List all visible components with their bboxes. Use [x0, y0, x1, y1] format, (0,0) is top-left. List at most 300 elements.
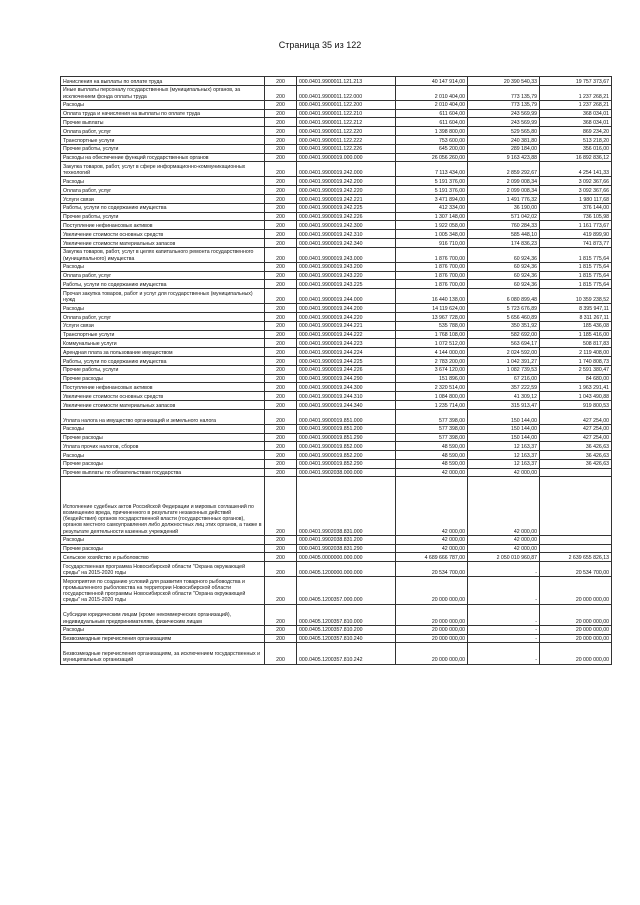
row-approved-cell: 40 147 914,00	[396, 77, 468, 86]
row-code-cell: 200	[265, 365, 297, 374]
row-remaining-cell: 36 426,63	[540, 451, 612, 460]
row-classification-cell: 000.0401.9900019.242.300	[297, 221, 396, 230]
row-code-cell: 200	[265, 109, 297, 118]
row-name-cell: Коммунальные услуги	[61, 339, 265, 348]
row-approved-cell: 1 876 700,00	[396, 280, 468, 289]
row-remaining-cell: 20 000 000,00	[540, 577, 612, 604]
row-approved-cell: 2 010 404,00	[396, 85, 468, 100]
row-executed-cell: -	[468, 643, 540, 664]
row-code-cell: 200	[265, 230, 297, 239]
row-name-cell: Исполнение судебных актов Российской Федерации и мировых соглашений по возмещению вреда, причиненного в результате незаконных действий (бездействия) органов государственной власти (государственных органов), органов местного самоуправления либо должностных лиц этих органов, а также в результате деятельности казенных учреждений	[61, 477, 265, 535]
row-executed-cell: 42 000,00	[468, 468, 540, 477]
row-code-cell: 200	[265, 153, 297, 162]
row-name-cell: Увеличение стоимости основных средств	[61, 392, 265, 401]
row-classification-cell: 000.0401.9900019.242.221	[297, 194, 396, 203]
row-name-cell: Иные выплаты персоналу государственных (муниципальных) органов, за исключением фонда оплаты труда	[61, 85, 265, 100]
row-approved-cell: 577 398,00	[396, 409, 468, 424]
budget-table-body	[61, 77, 612, 665]
row-name-cell: Уплата налога на имущество организаций и земельного налога	[61, 409, 265, 424]
row-approved-cell: 2 010 404,00	[396, 100, 468, 109]
row-code-cell: 200	[265, 247, 297, 262]
page-header: Страница 35 из 122	[278, 40, 362, 50]
row-approved-cell: 20 000 000,00	[396, 604, 468, 625]
row-name-cell: Транспортные услуги	[61, 330, 265, 339]
table-row	[61, 312, 612, 321]
table-row	[61, 127, 612, 136]
row-approved-cell: 577 398,00	[396, 424, 468, 433]
table-row	[61, 186, 612, 195]
row-code-cell: 200	[265, 100, 297, 109]
row-executed-cell: 6 080 899,48	[468, 289, 540, 304]
row-name-cell: Увеличение стоимости основных средств	[61, 230, 265, 239]
table-row	[61, 604, 612, 625]
row-classification-cell: 000.0401.9900019.244.000	[297, 289, 396, 304]
row-code-cell: 200	[265, 203, 297, 212]
row-remaining-cell: 1 815 775,64	[540, 271, 612, 280]
row-name-cell: Уплата прочих налогов, сборов	[61, 442, 265, 451]
row-remaining-cell: 8 395 947,11	[540, 304, 612, 313]
row-name-cell: Расходы на обеспечение функций государственных органов	[61, 153, 265, 162]
row-classification-cell: 000.0401.9900019.242.000	[297, 162, 396, 177]
row-name-cell: Расходы	[61, 100, 265, 109]
row-executed-cell: -	[468, 577, 540, 604]
row-approved-cell: 16 440 138,00	[396, 289, 468, 304]
table-row	[61, 577, 612, 604]
row-name-cell: Прочие расходы	[61, 433, 265, 442]
row-remaining-cell: 1 980 117,68	[540, 194, 612, 203]
row-approved-cell: 20 000 000,00	[396, 625, 468, 634]
row-name-cell: Прочие выплаты по обязательствам государства	[61, 468, 265, 477]
row-remaining-cell: 20 000 000,00	[540, 643, 612, 664]
row-code-cell: 200	[265, 262, 297, 271]
row-code-cell: 200	[265, 186, 297, 195]
row-approved-cell: 42 000,00	[396, 468, 468, 477]
row-executed-cell: 350 351,92	[468, 321, 540, 330]
table-row	[61, 153, 612, 162]
row-approved-cell: 26 056 260,00	[396, 153, 468, 162]
row-executed-cell: 9 163 423,88	[468, 153, 540, 162]
row-approved-cell: 3 471 894,00	[396, 194, 468, 203]
row-name-cell: Расходы	[61, 451, 265, 460]
row-name-cell: Сельское хозяйство и рыболовство	[61, 553, 265, 562]
row-name-cell: Прочие работы, услуги	[61, 365, 265, 374]
row-executed-cell: 2 024 592,00	[468, 348, 540, 357]
row-executed-cell: 2 099 008,34	[468, 186, 540, 195]
row-code-cell: 200	[265, 280, 297, 289]
row-classification-cell: 000.0401.9900019.244.222	[297, 330, 396, 339]
row-code-cell: 200	[265, 468, 297, 477]
row-classification-cell: 000.0401.9900019.243.225	[297, 280, 396, 289]
row-code-cell: 200	[265, 118, 297, 127]
row-remaining-cell: 513 218,20	[540, 135, 612, 144]
row-executed-cell: 174 836,23	[468, 238, 540, 247]
row-classification-cell: 000.0401.9900019.851.290	[297, 433, 396, 442]
row-classification-cell: 000.0401.9902038.831.000	[297, 477, 396, 535]
row-executed-cell: -	[468, 625, 540, 634]
row-executed-cell: 42 000,00	[468, 535, 540, 544]
budget-table	[60, 76, 612, 665]
row-approved-cell: 13 967 728,00	[396, 312, 468, 321]
row-remaining-cell: 736 105,98	[540, 212, 612, 221]
row-code-cell: 200	[265, 544, 297, 553]
row-executed-cell: 5 656 460,89	[468, 312, 540, 321]
table-row	[61, 262, 612, 271]
row-remaining-cell: 368 034,01	[540, 118, 612, 127]
row-classification-cell: 000.0401.9902038.831.200	[297, 535, 396, 544]
row-approved-cell: 1 307 148,00	[396, 212, 468, 221]
row-executed-cell: 243 569,99	[468, 118, 540, 127]
row-remaining-cell: 1 185 416,00	[540, 330, 612, 339]
row-approved-cell: 535 788,00	[396, 321, 468, 330]
row-executed-cell: 60 924,36	[468, 262, 540, 271]
row-code-cell: 200	[265, 459, 297, 468]
row-remaining-cell: 16 892 836,12	[540, 153, 612, 162]
row-code-cell: 200	[265, 348, 297, 357]
row-executed-cell: -	[468, 562, 540, 577]
row-remaining-cell: 4 254 141,33	[540, 162, 612, 177]
row-name-cell: Расходы	[61, 625, 265, 634]
row-executed-cell: 760 284,33	[468, 221, 540, 230]
row-classification-cell: 000.0401.9902038.000.000	[297, 468, 396, 477]
table-row	[61, 634, 612, 643]
row-classification-cell: 000.0401.9900019.851.200	[297, 424, 396, 433]
row-name-cell: Субсидии юридическим лицам (кроме некоммерческих организаций), индивидуальным предпринимателям, физическим лицам	[61, 604, 265, 625]
row-code-cell: 200	[265, 194, 297, 203]
row-classification-cell: 000.0401.9900019.244.224	[297, 348, 396, 357]
row-code-cell: 200	[265, 374, 297, 383]
table-row	[61, 238, 612, 247]
row-classification-cell: 000.0401.9900019.852.000	[297, 442, 396, 451]
row-name-cell: Транспортные услуги	[61, 135, 265, 144]
row-executed-cell: 529 565,80	[468, 127, 540, 136]
row-approved-cell: 1 398 800,00	[396, 127, 468, 136]
table-row	[61, 451, 612, 460]
row-name-cell: Оплата работ, услуг	[61, 312, 265, 321]
row-classification-cell: 000.0401.9900019.243.200	[297, 262, 396, 271]
row-approved-cell: 20 000 000,00	[396, 643, 468, 664]
row-classification-cell: 000.0401.9900019.244.290	[297, 374, 396, 383]
table-row	[61, 477, 612, 535]
table-row	[61, 247, 612, 262]
row-classification-cell: 000.0401.9900019.244.226	[297, 365, 396, 374]
row-approved-cell: 1 876 700,00	[396, 262, 468, 271]
row-name-cell: Государственная программа Новосибирской области "Охрана окружающей среды" на 2015-2020 годы	[61, 562, 265, 577]
row-approved-cell: 48 590,00	[396, 451, 468, 460]
row-code-cell: 200	[265, 312, 297, 321]
row-approved-cell: 412 334,00	[396, 203, 468, 212]
row-classification-cell: 000.0401.9900011.122.222	[297, 135, 396, 144]
row-name-cell: Безвозмездные перечисления организациям	[61, 634, 265, 643]
table-row	[61, 109, 612, 118]
row-remaining-cell	[540, 477, 612, 535]
row-name-cell: Поступление нефинансовых активов	[61, 221, 265, 230]
row-approved-cell: 4 689 666 787,00	[396, 553, 468, 562]
table-row	[61, 374, 612, 383]
row-approved-cell: 5 191 376,00	[396, 186, 468, 195]
row-name-cell: Увеличение стоимости материальных запасов	[61, 400, 265, 409]
row-name-cell: Оплата работ, услуг	[61, 271, 265, 280]
row-code-cell: 200	[265, 221, 297, 230]
row-name-cell: Закупка товаров, работ, услуг в сфере информационно-коммуникационных технологий	[61, 162, 265, 177]
row-code-cell: 200	[265, 144, 297, 153]
row-executed-cell: 60 924,36	[468, 271, 540, 280]
row-name-cell: Расходы	[61, 535, 265, 544]
row-remaining-cell: 1 161 773,67	[540, 221, 612, 230]
row-approved-cell: 42 000,00	[396, 544, 468, 553]
row-approved-cell: 577 398,00	[396, 433, 468, 442]
row-name-cell: Оплата труда и начисления на выплаты по оплате труда	[61, 109, 265, 118]
row-approved-cell: 1 876 700,00	[396, 271, 468, 280]
row-remaining-cell: 19 757 373,67	[540, 77, 612, 86]
row-approved-cell: 42 000,00	[396, 535, 468, 544]
row-approved-cell: 4 144 000,00	[396, 348, 468, 357]
row-remaining-cell: 1 043 490,88	[540, 392, 612, 401]
table-row	[61, 339, 612, 348]
row-name-cell: Прочие расходы	[61, 544, 265, 553]
row-classification-cell: 000.0401.9900019.244.225	[297, 356, 396, 365]
row-remaining-cell: 84 680,00	[540, 374, 612, 383]
row-remaining-cell: 20 534 700,00	[540, 562, 612, 577]
row-classification-cell: 000.0401.9900019.244.221	[297, 321, 396, 330]
row-code-cell: 200	[265, 625, 297, 634]
row-classification-cell: 000.0405.1200357.810.242	[297, 643, 396, 664]
row-remaining-cell: 2 639 655 826,13	[540, 553, 612, 562]
row-executed-cell: 2 099 008,34	[468, 177, 540, 186]
row-code-cell: 200	[265, 162, 297, 177]
row-executed-cell: 2 050 010 960,87	[468, 553, 540, 562]
row-executed-cell: 289 184,00	[468, 144, 540, 153]
row-approved-cell: 20 534 700,00	[396, 562, 468, 577]
row-executed-cell: 42 000,00	[468, 477, 540, 535]
row-code-cell: 200	[265, 177, 297, 186]
row-classification-cell: 000.0401.9900019.242.310	[297, 230, 396, 239]
table-row	[61, 118, 612, 127]
row-approved-cell: 1 072 512,00	[396, 339, 468, 348]
row-remaining-cell: 427 254,00	[540, 409, 612, 424]
row-remaining-cell: 8 311 267,11	[540, 312, 612, 321]
row-executed-cell: 150 144,00	[468, 433, 540, 442]
table-row	[61, 643, 612, 664]
table-row	[61, 625, 612, 634]
row-code-cell: 200	[265, 289, 297, 304]
row-classification-cell: 000.0401.9900019.243.220	[297, 271, 396, 280]
table-row	[61, 392, 612, 401]
row-code-cell: 200	[265, 271, 297, 280]
row-name-cell: Оплата работ, услуг	[61, 127, 265, 136]
row-classification-cell: 000.0401.9900011.122.210	[297, 109, 396, 118]
table-row	[61, 356, 612, 365]
row-executed-cell: -	[468, 634, 540, 643]
row-approved-cell: 1 005 348,00	[396, 230, 468, 239]
row-executed-cell: 571 042,02	[468, 212, 540, 221]
table-row	[61, 177, 612, 186]
row-classification-cell: 000.0401.9900011.121.213	[297, 77, 396, 86]
row-classification-cell: 000.0401.9900019.242.225	[297, 203, 396, 212]
table-row	[61, 400, 612, 409]
row-approved-cell: 1 768 108,00	[396, 330, 468, 339]
row-executed-cell: 1 082 739,53	[468, 365, 540, 374]
row-executed-cell: 150 144,00	[468, 424, 540, 433]
row-name-cell: Прочие работы, услуги	[61, 212, 265, 221]
row-code-cell: 200	[265, 135, 297, 144]
row-remaining-cell: 36 426,63	[540, 459, 612, 468]
row-classification-cell: 000.0401.9900011.122.000	[297, 85, 396, 100]
row-executed-cell: 41 309,12	[468, 392, 540, 401]
row-remaining-cell: 10 359 238,52	[540, 289, 612, 304]
row-classification-cell: 000.0405.1200357.810.240	[297, 634, 396, 643]
row-remaining-cell: 1 740 808,73	[540, 356, 612, 365]
row-approved-cell: 1 084 800,00	[396, 392, 468, 401]
row-remaining-cell: 419 899,90	[540, 230, 612, 239]
row-classification-cell: 000.0401.9900019.851.000	[297, 409, 396, 424]
row-name-cell: Расходы	[61, 304, 265, 313]
row-remaining-cell: 1 237 268,21	[540, 85, 612, 100]
table-row	[61, 221, 612, 230]
table-row	[61, 433, 612, 442]
table-row	[61, 289, 612, 304]
row-code-cell: 200	[265, 339, 297, 348]
row-classification-cell: 000.0401.9900019.242.340	[297, 238, 396, 247]
row-code-cell: 200	[265, 577, 297, 604]
table-row	[61, 162, 612, 177]
row-code-cell: 200	[265, 604, 297, 625]
row-approved-cell: 20 000 000,00	[396, 634, 468, 643]
row-name-cell: Расходы	[61, 262, 265, 271]
row-remaining-cell	[540, 544, 612, 553]
row-name-cell: Расходы	[61, 424, 265, 433]
row-classification-cell: 000.0401.9900019.244.310	[297, 392, 396, 401]
row-executed-cell: 42 000,00	[468, 544, 540, 553]
row-executed-cell: 563 694,17	[468, 339, 540, 348]
row-classification-cell: 000.0401.9902038.831.290	[297, 544, 396, 553]
row-classification-cell: 000.0401.9900019.244.223	[297, 339, 396, 348]
row-executed-cell: 582 692,00	[468, 330, 540, 339]
table-row	[61, 144, 612, 153]
row-executed-cell: 12 163,37	[468, 459, 540, 468]
table-row	[61, 424, 612, 433]
row-name-cell: Прочие выплаты	[61, 118, 265, 127]
row-remaining-cell: 1 815 775,64	[540, 262, 612, 271]
row-remaining-cell: 2 119 408,00	[540, 348, 612, 357]
table-row	[61, 100, 612, 109]
row-code-cell: 200	[265, 304, 297, 313]
row-classification-cell: 000.0405.1200357.810.200	[297, 625, 396, 634]
row-approved-cell: 42 000,00	[396, 477, 468, 535]
row-remaining-cell: 20 000 000,00	[540, 634, 612, 643]
row-executed-cell: -	[468, 604, 540, 625]
row-classification-cell: 000.0401.9900019.243.000	[297, 247, 396, 262]
row-classification-cell: 000.0401.9900011.122.212	[297, 118, 396, 127]
row-approved-cell: 1 922 058,00	[396, 221, 468, 230]
row-executed-cell: 36 190,00	[468, 203, 540, 212]
row-code-cell: 200	[265, 330, 297, 339]
table-row	[61, 321, 612, 330]
table-row	[61, 468, 612, 477]
table-row	[61, 330, 612, 339]
row-executed-cell: 773 135,79	[468, 85, 540, 100]
row-name-cell: Прочие работы, услуги	[61, 144, 265, 153]
row-approved-cell: 20 000 000,00	[396, 577, 468, 604]
table-row	[61, 348, 612, 357]
row-executed-cell: 243 569,99	[468, 109, 540, 118]
row-remaining-cell: 20 000 000,00	[540, 604, 612, 625]
row-executed-cell: 315 913,47	[468, 400, 540, 409]
row-remaining-cell: 3 092 367,66	[540, 177, 612, 186]
row-code-cell: 200	[265, 442, 297, 451]
row-remaining-cell: 427 254,00	[540, 433, 612, 442]
row-name-cell: Мероприятия по созданию условий для развития товарного рыбоводства и промышленного рыболовства на территории Новосибирской области государственной программы Новосибирской области "Охрана окружающей среды" на 2015-2020 годы	[61, 577, 265, 604]
row-remaining-cell: 185 436,08	[540, 321, 612, 330]
row-classification-cell: 000.0401.9900019.242.226	[297, 212, 396, 221]
table-row	[61, 77, 612, 86]
row-classification-cell: 000.0401.9900019.852.200	[297, 451, 396, 460]
row-classification-cell: 000.0401.9900019.244.340	[297, 400, 396, 409]
row-approved-cell: 611 604,00	[396, 118, 468, 127]
row-code-cell: 200	[265, 392, 297, 401]
row-code-cell: 200	[265, 562, 297, 577]
row-code-cell: 200	[265, 356, 297, 365]
row-approved-cell: 48 590,00	[396, 442, 468, 451]
table-row	[61, 365, 612, 374]
row-approved-cell: 611 604,00	[396, 109, 468, 118]
table-row	[61, 203, 612, 212]
row-code-cell: 200	[265, 409, 297, 424]
row-remaining-cell: 20 000 000,00	[540, 625, 612, 634]
row-remaining-cell: 427 254,00	[540, 424, 612, 433]
row-name-cell: Прочая закупка товаров, работ и услуг для государственных (муниципальных) нужд	[61, 289, 265, 304]
row-executed-cell: 1 042 391,27	[468, 356, 540, 365]
row-name-cell: Услуги связи	[61, 194, 265, 203]
row-remaining-cell: 36 426,63	[540, 442, 612, 451]
row-approved-cell: 7 113 434,00	[396, 162, 468, 177]
row-classification-cell: 000.0401.9900019.244.200	[297, 304, 396, 313]
row-executed-cell: 60 924,36	[468, 280, 540, 289]
row-code-cell: 200	[265, 643, 297, 664]
row-remaining-cell: 869 234,20	[540, 127, 612, 136]
row-remaining-cell: 1 963 291,41	[540, 383, 612, 392]
row-name-cell: Работы, услуги по содержанию имущества	[61, 280, 265, 289]
row-approved-cell: 1 235 714,00	[396, 400, 468, 409]
row-remaining-cell: 376 144,00	[540, 203, 612, 212]
table-row	[61, 85, 612, 100]
row-approved-cell: 151 896,00	[396, 374, 468, 383]
row-name-cell: Расходы	[61, 177, 265, 186]
row-executed-cell: 20 390 540,33	[468, 77, 540, 86]
table-row	[61, 442, 612, 451]
table-row	[61, 212, 612, 221]
row-classification-cell: 000.0401.9900011.122.200	[297, 100, 396, 109]
table-row	[61, 304, 612, 313]
table-row	[61, 194, 612, 203]
row-classification-cell: 000.0405.1200000.000.000	[297, 562, 396, 577]
row-approved-cell: 14 119 624,00	[396, 304, 468, 313]
row-remaining-cell: 2 591 380,47	[540, 365, 612, 374]
table-row	[61, 135, 612, 144]
row-code-cell: 200	[265, 321, 297, 330]
row-name-cell: Увеличение стоимости материальных запасов	[61, 238, 265, 247]
row-executed-cell: 60 924,36	[468, 247, 540, 262]
row-name-cell: Оплата работ, услуг	[61, 186, 265, 195]
row-classification-cell: 000.0401.9900011.122.226	[297, 144, 396, 153]
row-remaining-cell: 508 817,83	[540, 339, 612, 348]
row-approved-cell: 3 674 120,00	[396, 365, 468, 374]
row-executed-cell: 12 163,37	[468, 451, 540, 460]
row-executed-cell: 773 135,79	[468, 100, 540, 109]
row-approved-cell: 48 590,00	[396, 459, 468, 468]
row-remaining-cell: 356 016,00	[540, 144, 612, 153]
row-code-cell: 200	[265, 238, 297, 247]
row-classification-cell: 000.0401.9900019.852.290	[297, 459, 396, 468]
